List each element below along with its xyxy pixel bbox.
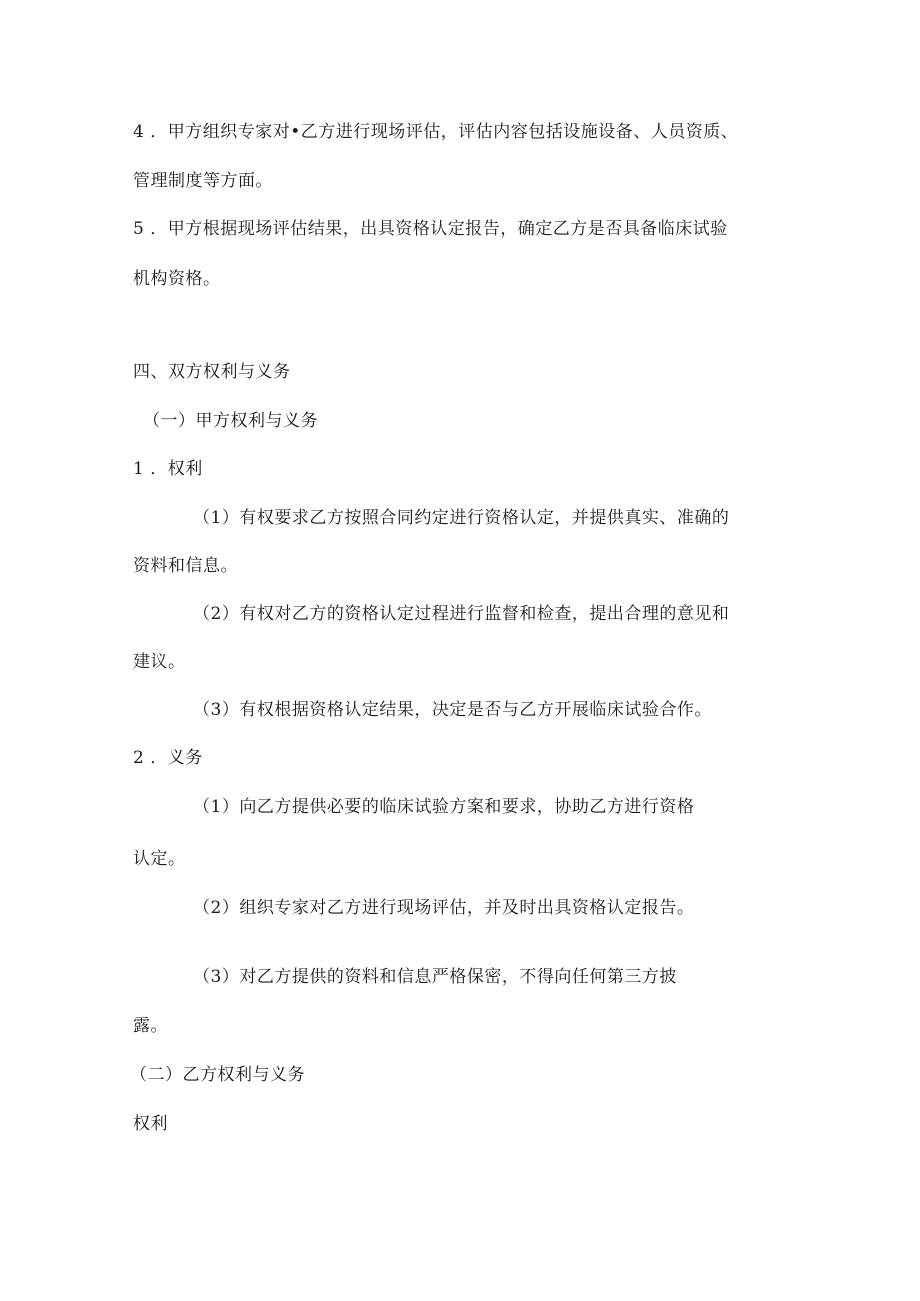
section-heading-rights-obligations: 四、双方权利与义务 [133,362,291,382]
subsection-heading-party-a: （一）甲方权利与义务 [143,411,318,431]
party-a-right-2-line-2: 建议。 [133,652,186,672]
party-a-obligation-1-line-1: （1）向乙方提供必要的临床试验方案和要求，协助乙方进行资格 [193,797,695,817]
party-a-rights-heading: 1 ．权利 [133,459,203,479]
party-a-obligation-3-line-1: （3）对乙方提供的资料和信息严格保密，不得向任何第三方披 [193,967,677,987]
clause-5-line-1: 5 ．甲方根据现场评估结果，出具资格认定报告，确定乙方是否具备临床试验 [133,219,728,239]
party-a-obligation-3-line-2: 露。 [133,1016,168,1036]
clause-4-line-2: 管理制度等方面。 [133,171,273,191]
party-b-rights-heading: 权利 [133,1114,168,1134]
clause-5-line-2: 机构资格。 [133,269,221,289]
party-a-right-1-line-1: （1）有权要求乙方按照合同约定进行资格认定，并提供真实、准确的 [193,508,730,528]
party-a-obligation-2: （2）组织专家对乙方进行现场评估，并及时出具资格认定报告。 [193,898,695,918]
clause-4-line-1: 4 ．甲方组织专家对•乙方进行现场评估，评估内容包括设施设备、人员资质、 [133,122,739,142]
party-a-right-1-line-2: 资料和信息。 [133,556,238,576]
party-a-right-2-line-1: （2）有权对乙方的资格认定过程进行监督和检查，提出合理的意见和 [193,604,730,624]
subsection-heading-party-b: （二）乙方权利与义务 [130,1065,305,1085]
party-a-obligations-heading: 2 ．义务 [133,748,203,768]
party-a-obligation-1-line-2: 认定。 [133,849,186,869]
party-a-right-3: （3）有权根据资格认定结果，决定是否与乙方开展临床试验合作。 [193,700,712,720]
